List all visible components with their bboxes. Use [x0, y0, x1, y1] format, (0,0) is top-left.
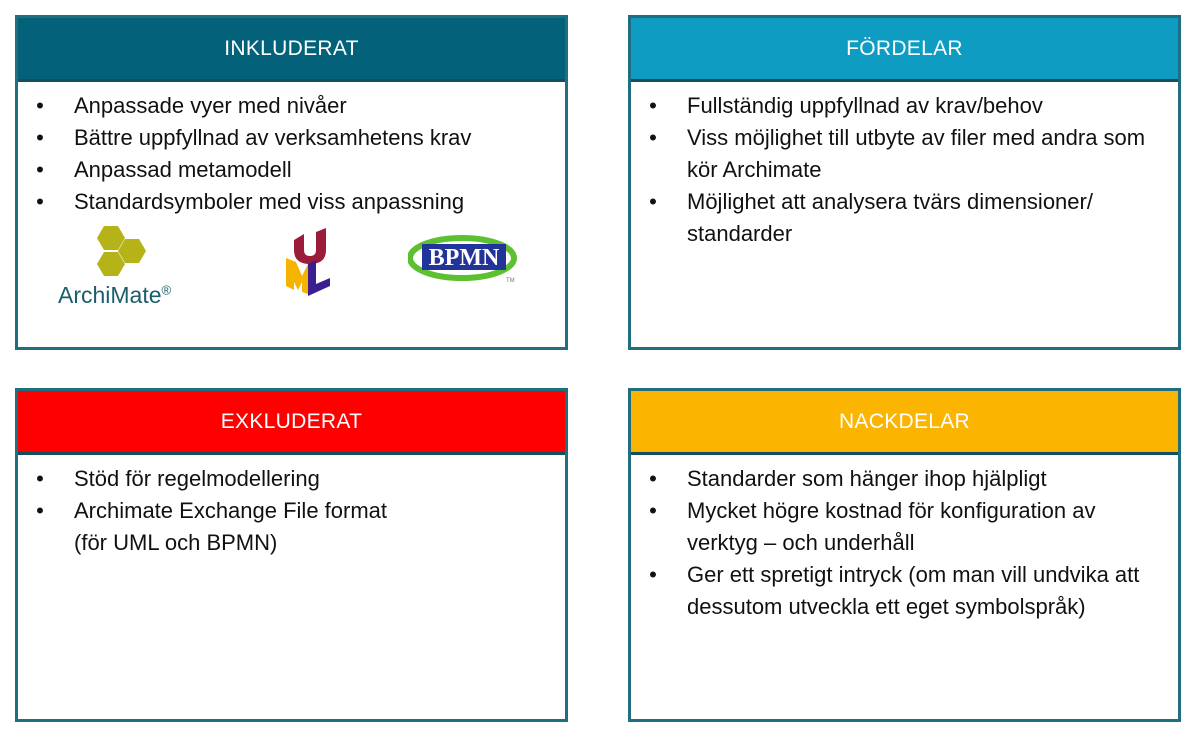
list-item-text: Ger ett spretigt intryck (om man vill undvika att dessutom utveckla ett eget symbolspråk)	[687, 562, 1140, 619]
list-item	[18, 154, 565, 186]
bullet-icon: •	[36, 157, 44, 182]
list-item-text: Möjlighet att analysera tvärs dimensioner/ standarder	[687, 189, 1093, 246]
list-item-text: Standardsymboler med viss anpassning	[74, 189, 465, 214]
list-item	[631, 559, 1178, 623]
bullet-icon: •	[36, 189, 44, 214]
logo-row	[18, 218, 565, 328]
list-item-text: Stöd för regelmodellering	[74, 466, 320, 491]
list-item	[631, 186, 1178, 250]
panel-header-exkluderat: EXKLUDERAT	[18, 391, 565, 455]
archimate-logo	[58, 224, 198, 314]
bullet-list-inkluderat	[18, 90, 565, 218]
bpmn-badge-icon	[408, 234, 520, 284]
uml-cube-icon	[280, 228, 340, 298]
list-item	[18, 186, 565, 218]
panel-body-nackdelar	[631, 455, 1178, 623]
bullet-icon: •	[649, 466, 657, 491]
uml-logo	[280, 228, 340, 298]
list-item	[631, 122, 1178, 186]
panel-exkluderat	[15, 388, 568, 722]
bullet-icon: •	[36, 125, 44, 150]
bullet-icon: •	[649, 189, 657, 214]
bullet-icon: •	[649, 93, 657, 118]
bullet-list-nackdelar	[631, 463, 1178, 623]
panel-body-fordelar	[631, 82, 1178, 250]
list-item-text: Archimate Exchange File format (för UML och BPMN)	[74, 498, 388, 555]
list-item-text: Bättre uppfyllnad av verksamhetens krav	[74, 125, 472, 150]
panel-fordelar	[628, 15, 1181, 350]
archimate-hexagons-icon	[58, 224, 198, 284]
panel-body-exkluderat	[18, 455, 565, 559]
list-item-text: Viss möjlighet till utbyte av filer med andra som kör Archimate	[687, 125, 1146, 182]
bullet-icon: •	[649, 125, 657, 150]
panel-header-fordelar: FÖRDELAR	[631, 18, 1178, 82]
list-item-text: Mycket högre kostnad för konfiguration av verktyg – och underhåll	[687, 498, 1096, 555]
panel-nackdelar	[628, 388, 1181, 722]
panel-inkluderat	[15, 15, 568, 350]
list-item	[631, 90, 1178, 122]
bullet-icon: •	[649, 498, 657, 523]
bullet-list-fordelar	[631, 90, 1178, 250]
panel-header-nackdelar: NACKDELAR	[631, 391, 1178, 455]
list-item-text: Anpassade vyer med nivåer	[74, 93, 347, 118]
bullet-icon: •	[36, 498, 44, 523]
bullet-icon: •	[36, 93, 44, 118]
list-item	[18, 122, 565, 154]
list-item	[18, 495, 565, 559]
list-item-text: Standarder som hänger ihop hjälpligt	[687, 466, 1047, 491]
bullet-list-exkluderat	[18, 463, 565, 559]
list-item	[18, 463, 565, 495]
svg-text:TM: TM	[506, 278, 515, 284]
list-item	[631, 463, 1178, 495]
list-item-text: Fullständig uppfyllnad av krav/behov	[687, 93, 1043, 118]
bpmn-logo	[408, 234, 520, 284]
panel-header-inkluderat: INKLUDERAT	[18, 18, 565, 82]
archimate-wordmark: ArchiMate®	[58, 282, 172, 308]
list-item	[631, 495, 1178, 559]
list-item	[18, 90, 565, 122]
svg-text:BPMN: BPMN	[428, 245, 500, 271]
list-item-text: Anpassad metamodell	[74, 157, 292, 182]
bullet-icon: •	[36, 466, 44, 491]
panel-body-inkluderat	[18, 82, 565, 328]
bullet-icon: •	[649, 562, 657, 587]
